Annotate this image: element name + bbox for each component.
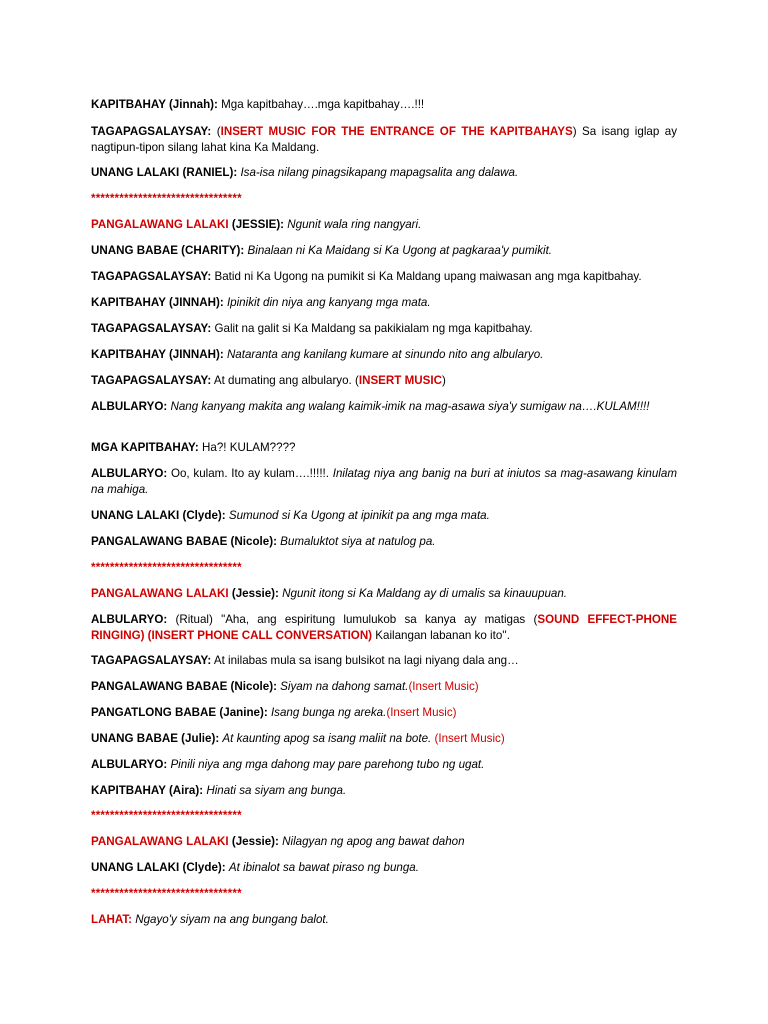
speaker-label: UNANG LALAKI (Clyde): [91, 509, 226, 522]
speaker-label: ALBULARYO: [91, 400, 168, 413]
line-text-plain: Oo, kulam. Ito ay kulam….!!!!!. [170, 467, 329, 480]
line-text: Mga kapitbahay….mga kapitbahay….!!! [221, 98, 425, 111]
script-line [91, 653, 677, 669]
line-text: Nang kanyang makita ang walang kaimik-imik na mag-asawa siya'y sumigaw na….KULAM!!!! [170, 400, 650, 413]
script-line [91, 757, 677, 773]
line-text: Siyam na dahong samat. [280, 680, 409, 693]
line-text: Hinati sa siyam ang bunga. [206, 784, 347, 797]
speaker-label-highlight: PANGALAWANG LALAKI [91, 218, 229, 231]
scene-divider: ******************************** [91, 561, 242, 574]
line-text: Ngayo'y siyam na ang bungang balot. [135, 913, 329, 926]
speaker-label: MGA KAPITBAHAY: [91, 441, 199, 454]
music-cue: (Insert Music) [434, 732, 505, 745]
speaker-label: TAGAPAGSALAYSAY: [91, 322, 212, 335]
speaker-label: TAGAPAGSALAYSAY: [91, 125, 212, 138]
speaker-label: KAPITBAHAY (Jinnah): [91, 98, 218, 111]
scene-divider: ******************************** [91, 887, 242, 900]
script-line [91, 731, 677, 747]
speaker-label: PANGALAWANG BABAE (Nicole): [91, 680, 277, 693]
line-text: Nilagyan ng apog ang bawat dahon [282, 835, 465, 848]
speaker-label: UNANG LALAKI (Clyde): [91, 861, 226, 874]
speaker-label: KAPITBAHAY (JINNAH): [91, 296, 224, 309]
script-line [91, 705, 677, 721]
line-text: Inilatag niya ang banig na buri at iniutos sa mag-asawang kinulam na mahiga. [91, 467, 677, 496]
line-text: Ipinikit din niya ang kanyang mga mata. [226, 296, 431, 309]
line-text: Isa-isa nilang pinagsikapang mapagsalita ang dalawa. [240, 166, 519, 179]
speaker-label: TAGAPAGSALAYSAY: [91, 654, 212, 667]
music-cue: INSERT MUSIC [358, 374, 442, 387]
paren-open: ( [216, 125, 221, 138]
script-line [91, 860, 677, 876]
paren-close: ) [441, 374, 446, 387]
line-text: At dumating ang albularyo. ( [213, 374, 359, 387]
line-text-end: Kailangan labanan ko ito''. [375, 629, 510, 642]
script-line [91, 165, 677, 181]
music-cue: (Insert Music) [408, 680, 479, 693]
script-line [91, 373, 677, 389]
speaker-label: (Jessie): [231, 587, 279, 600]
line-text: Bumaluktot siya at natulog pa. [280, 535, 436, 548]
script-line [91, 586, 677, 602]
script-line [91, 440, 677, 456]
line-text: Batid ni Ka Ugong na pumikit si Ka Maldang upang maiwasan ang mga kapitbahay. [214, 270, 642, 283]
script-line [91, 295, 677, 311]
speaker-label: ALBULARYO: [91, 758, 168, 771]
speaker-label: PANGALAWANG BABAE (Nicole): [91, 535, 277, 548]
script-line [91, 612, 677, 644]
speaker-label: (JESSIE): [231, 218, 285, 231]
script-line [91, 243, 677, 259]
line-text: Binalaan ni Ka Maidang si Ka Ugong at pagkaraa'y pumikit. [247, 244, 553, 257]
speaker-label: ALBULARYO: [91, 467, 168, 480]
line-text: At inilabas mula sa isang bulsikot na lagi niyang dala ang… [213, 654, 519, 667]
line-text: Nataranta ang kanilang kumare at sinundo nito ang albularyo. [226, 348, 544, 361]
script-line [91, 466, 677, 498]
script-line [91, 679, 677, 695]
line-text: Sumunod si Ka Ugong at ipinikit pa ang mga mata. [228, 509, 490, 522]
scene-divider: ******************************** [91, 809, 242, 822]
line-text: Isang bunga ng areka. [270, 706, 387, 719]
speaker-label: KAPITBAHAY (JINNAH): [91, 348, 224, 361]
speaker-label: UNANG LALAKI (RANIEL): [91, 166, 238, 179]
script-line [91, 912, 677, 928]
line-text: Ha?! KULAM???? [202, 441, 296, 454]
script-line [91, 97, 677, 113]
script-line [91, 321, 677, 337]
line-text: (Ritual) "Aha, ang espiritung lumulukob sa kanya ay matigas ( [175, 613, 538, 626]
script-line [91, 399, 677, 415]
speaker-label: UNANG BABAE (CHARITY): [91, 244, 245, 257]
script-line [91, 269, 677, 285]
speaker-label: (Jessie): [231, 835, 279, 848]
speaker-label: PANGATLONG BABAE (Janine): [91, 706, 268, 719]
line-text: Galit na galit si Ka Maldang sa pakikialam ng mga kapitbahay. [214, 322, 533, 335]
music-cue: INSERT MUSIC FOR THE ENTRANCE OF THE KAPITBAHAYS [220, 125, 573, 138]
line-text: Pinili niya ang mga dahong may pare parehong tubo ng ugat. [170, 758, 485, 771]
speaker-label-highlight: LAHAT: [91, 913, 132, 926]
script-line [91, 783, 677, 799]
script-line [91, 508, 677, 524]
speaker-label-highlight: PANGALAWANG LALAKI [91, 835, 229, 848]
speaker-label: ALBULARYO: [91, 613, 168, 626]
speaker-label: TAGAPAGSALAYSAY: [91, 374, 212, 387]
scene-divider: ******************************** [91, 192, 242, 205]
script-line [91, 124, 677, 156]
speaker-label: TAGAPAGSALAYSAY: [91, 270, 212, 283]
script-line [91, 217, 677, 233]
line-text: Ngunit itong si Ka Maldang ay di umalis sa kinauupuan. [282, 587, 568, 600]
sound-effect-cue: SOUND EFFECT-PHONE RINGING) (INSERT PHONE CALL CONVERSATION) [91, 613, 677, 642]
script-line [91, 834, 677, 850]
speaker-label: KAPITBAHAY (Aira): [91, 784, 204, 797]
music-cue: (Insert Music) [386, 706, 457, 719]
script-line [91, 347, 677, 363]
line-text: At ibinalot sa bawat piraso ng bunga. [228, 861, 419, 874]
speaker-label: UNANG BABAE (Julie): [91, 732, 220, 745]
line-text: Ngunit wala ring nangyari. [287, 218, 422, 231]
line-text: ) Sa isang iglap ay nagtipun-tipon silang lahat kina Ka Maldang. [91, 125, 678, 154]
line-text: At kaunting apog sa isang maliit na bote. [222, 732, 432, 745]
script-line [91, 534, 677, 550]
speaker-label-highlight: PANGALAWANG LALAKI [91, 587, 229, 600]
